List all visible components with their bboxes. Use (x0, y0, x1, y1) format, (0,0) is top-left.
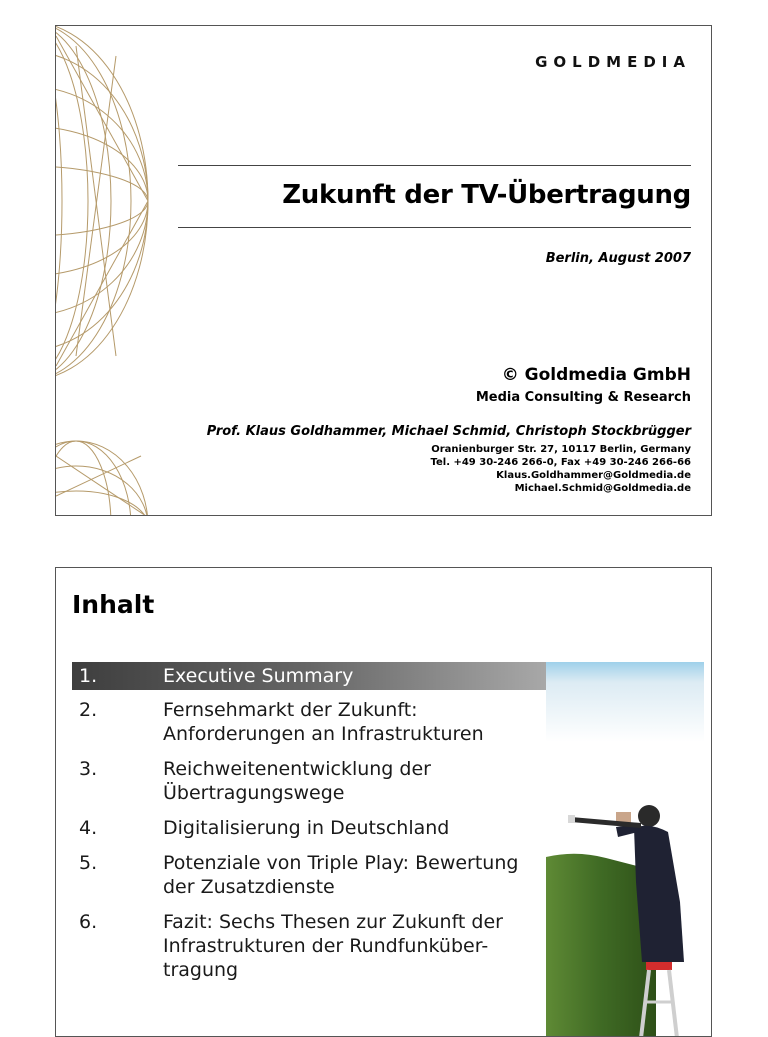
toc-item-2 (72, 698, 546, 746)
toc-number: 5. (79, 852, 98, 874)
email-goldhammer: Klaus.Goldhammer@Goldmedia.de (496, 470, 691, 481)
telescope-man-photo (546, 662, 704, 1037)
toc-item-3 (72, 757, 546, 805)
toc-number: 1. (79, 665, 98, 687)
presentation-title: Zukunft der TV-Übertragung (282, 180, 691, 210)
toc-number: 4. (79, 817, 98, 839)
divider-bottom (178, 227, 691, 228)
company-tagline: Media Consulting & Research (475, 390, 691, 405)
toc-text: Fernsehmarkt der Zukunft: Anforderungen an Infrastrukturen (163, 699, 484, 745)
authors-line: Prof. Klaus Goldhammer, Michael Schmid, Christoph Stockbrügger (206, 424, 691, 439)
contents-heading: Inhalt (72, 590, 155, 619)
toc-item-6 (72, 910, 546, 982)
toc-number: 3. (79, 758, 98, 780)
toc-text: Executive Summary (163, 665, 354, 687)
toc-number: 6. (79, 911, 98, 933)
copyright-line: © Goldmedia GmbH (501, 365, 691, 385)
table-of-contents (72, 662, 546, 993)
toc-item-1 (72, 662, 546, 690)
toc-text: Digitalisierung in Deutschland (163, 817, 450, 839)
divider-top (178, 165, 691, 166)
title-slide (55, 25, 712, 516)
toc-number: 2. (79, 699, 98, 721)
presentation-date: Berlin, August 2007 (545, 251, 691, 266)
email-schmid: Michael.Schmid@Goldmedia.de (514, 483, 691, 494)
contact-block (430, 443, 691, 495)
address-line: Oranienburger Str. 27, 10117 Berlin, Germany (431, 444, 691, 455)
wireframe-globe-graphic (56, 26, 166, 516)
toc-text: Reichweitenentwicklung der Übertragungswege (163, 758, 431, 804)
toc-text: Potenziale von Triple Play: Bewertung der Zusatzdienste (163, 852, 519, 898)
toc-item-4 (72, 816, 546, 840)
contents-slide (55, 567, 712, 1037)
toc-text: Fazit: Sechs Thesen zur Zukunft der Infrastrukturen der Rundfunküber-tragung (163, 911, 503, 981)
brand-logo: GOLDMEDIA (535, 53, 691, 71)
phone-line: Tel. +49 30-246 266-0, Fax +49 30-246 266-66 (430, 457, 691, 468)
toc-item-5 (72, 851, 546, 899)
